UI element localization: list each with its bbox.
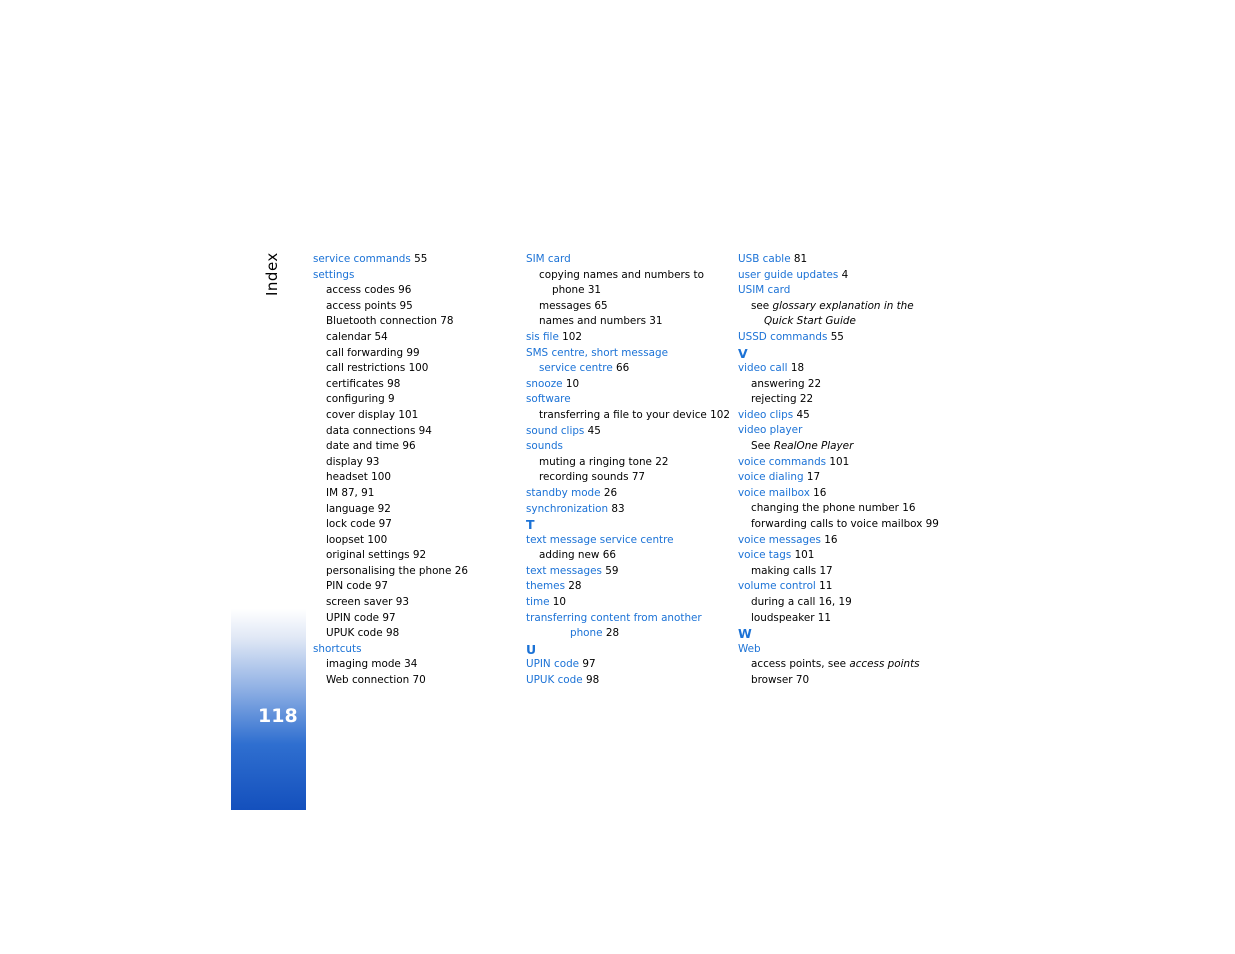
index-entry-page: 11 <box>815 580 833 593</box>
index-entry <box>526 486 736 502</box>
index-entry-link[interactable]: shortcuts <box>313 642 362 655</box>
index-entry <box>526 392 736 408</box>
index-subentry: access codes 96 <box>326 284 412 297</box>
index-subentry: cover display 101 <box>326 408 419 421</box>
index-entry-page: 45 <box>793 408 810 421</box>
index-subentry: names and numbers 31 <box>539 315 663 328</box>
index-entry <box>526 673 736 689</box>
reference-target: Quick Start Guide <box>764 315 856 328</box>
page-number: 118 <box>258 705 298 727</box>
reference-prefix: access points, see <box>751 658 850 671</box>
index-subentry: during a call 16, 19 <box>751 595 852 608</box>
index-letter-heading: V <box>738 345 748 361</box>
index-entry-link[interactable]: video call <box>738 362 788 375</box>
index-entry-page: 26 <box>600 486 618 499</box>
index-entry-page: 17 <box>803 471 821 484</box>
index-subentry: forwarding calls to voice mailbox 99 <box>751 518 939 530</box>
index-subentry: call forwarding 99 <box>326 346 420 359</box>
index-entry <box>313 642 523 658</box>
index-subentry: messages 65 <box>539 299 608 312</box>
index-entry <box>526 595 736 611</box>
index-entry-link[interactable]: voice messages <box>738 533 821 546</box>
index-entry <box>738 455 958 471</box>
index-subentry: date and time 96 <box>326 440 416 453</box>
index-entry-link[interactable]: standby mode <box>526 486 601 499</box>
index-subentry: call restrictions 100 <box>326 362 429 375</box>
index-entry-link[interactable]: text messages <box>526 564 602 577</box>
index-entry <box>738 361 958 377</box>
index-entry <box>738 408 958 424</box>
index-entry <box>526 657 736 673</box>
index-entry <box>526 252 736 268</box>
index-subentry: UPUK code 98 <box>326 627 400 640</box>
index-entry <box>526 330 736 346</box>
index-entry-link[interactable]: SMS centre, short message <box>526 346 668 359</box>
index-subentry: recording sounds 77 <box>539 471 646 484</box>
index-entry-link[interactable]: snooze <box>526 377 563 390</box>
index-subentry-reference <box>738 439 958 455</box>
index-entry-page: 16 <box>820 533 838 546</box>
index-entry-page: 28 <box>602 627 620 640</box>
index-entry-page: 102 <box>558 330 582 343</box>
reference-prefix: see <box>751 299 773 312</box>
index-entry-link[interactable]: time <box>526 595 550 608</box>
index-entry-link[interactable]: video clips <box>738 408 794 421</box>
index-letter-heading: W <box>738 626 752 642</box>
index-subentry: PIN code 97 <box>326 580 388 593</box>
index-entry <box>526 377 736 393</box>
index-subentry: personalising the phone 26 <box>326 564 468 577</box>
index-subentry: browser 70 <box>751 673 810 686</box>
index-entry-page: 59 <box>601 564 619 577</box>
index-letter-heading: U <box>526 641 537 657</box>
index-subentry: making calls 17 <box>751 564 833 577</box>
index-entry-link[interactable]: voice dialing <box>738 471 804 484</box>
index-subentry: muting a ringing tone 22 <box>539 455 669 468</box>
index-entry-page: 18 <box>787 362 805 375</box>
index-subentry: answering 22 <box>751 377 822 390</box>
index-entry-link[interactable]: voice mailbox <box>738 486 810 499</box>
index-entry <box>738 642 958 658</box>
index-entry <box>738 330 958 346</box>
index-subentry: calendar 54 <box>326 330 388 343</box>
index-entry <box>313 252 523 268</box>
index-entry-link[interactable]: service commands <box>313 253 411 265</box>
index-entry-link[interactable]: UPIN code <box>526 658 580 671</box>
index-entry-link[interactable]: USIM card <box>738 284 791 297</box>
index-entry-link[interactable]: service centre <box>539 362 613 375</box>
index-entry-link[interactable]: sound clips <box>526 424 585 437</box>
index-entry-link[interactable]: video player <box>738 424 803 437</box>
index-subentry: copying names and numbers to <box>539 268 704 281</box>
index-subentry-reference <box>738 299 958 315</box>
index-entry-page: 55 <box>410 253 428 265</box>
index-entry-link[interactable]: text message service centre <box>526 533 674 546</box>
index-entry <box>526 502 736 518</box>
index-entry-link[interactable]: volume control <box>738 580 816 593</box>
index-subentry: UPIN code 97 <box>326 611 396 624</box>
index-column-1 <box>313 252 523 689</box>
index-entry <box>738 579 958 595</box>
index-entry <box>738 486 958 502</box>
index-subentry: screen saver 93 <box>326 596 409 609</box>
index-entry-link[interactable]: synchronization <box>526 502 609 515</box>
index-entry-page: 66 <box>612 362 630 375</box>
index-entry-link[interactable]: USB cable <box>738 253 791 265</box>
index-column-3 <box>738 252 958 688</box>
index-entry-link[interactable]: transferring content from another <box>526 611 702 624</box>
index-entry <box>526 439 736 455</box>
index-entry-page: 10 <box>549 595 567 608</box>
index-entry <box>738 252 958 268</box>
index-entry <box>526 611 736 627</box>
index-entry <box>738 423 958 439</box>
index-entry-link[interactable]: voice commands <box>738 455 827 468</box>
index-entry-page: 101 <box>826 455 850 468</box>
index-entry-link[interactable]: Web <box>738 642 761 655</box>
index-entry-page: 98 <box>582 673 600 686</box>
index-subentry: configuring 9 <box>326 393 395 406</box>
index-subentry: certificates 98 <box>326 377 401 390</box>
index-entry <box>526 626 736 642</box>
index-entry-link[interactable]: user guide updates <box>738 268 839 281</box>
index-entry-page: 55 <box>827 330 844 343</box>
index-entry-link[interactable]: UPUK code <box>526 673 583 686</box>
index-entry-link[interactable]: sounds <box>526 440 563 453</box>
index-entry <box>738 470 958 486</box>
index-entry-page: 4 <box>838 268 849 281</box>
reference-target: glossary explanation in the <box>772 299 914 312</box>
index-subentry: IM 87, 91 <box>326 486 375 499</box>
index-subentry: imaging mode 34 <box>326 658 418 671</box>
index-entry <box>526 424 736 440</box>
index-entry <box>526 346 736 362</box>
index-entry-page: 97 <box>579 658 596 671</box>
index-entry-page: 10 <box>562 377 580 390</box>
section-title: Index <box>263 252 281 296</box>
index-entry-page: 81 <box>790 253 808 265</box>
index-entry <box>526 564 736 580</box>
index-subentry-reference <box>738 657 958 673</box>
index-entry <box>738 268 958 284</box>
index-subentry: transferring a file to your device 102 <box>539 408 730 421</box>
index-subentry: rejecting 22 <box>751 393 814 406</box>
index-subentry: headset 100 <box>326 471 391 484</box>
index-subentry: access points 95 <box>326 299 413 312</box>
index-subentry: loopset 100 <box>326 533 388 546</box>
index-subentry: Web connection 70 <box>326 674 426 687</box>
index-entry-page: 28 <box>564 580 582 593</box>
index-entry-link[interactable]: software <box>526 393 571 406</box>
index-entry-link[interactable]: USSD commands <box>738 330 828 343</box>
index-entry-page: 101 <box>791 549 815 562</box>
index-entry <box>738 283 958 299</box>
index-entry <box>738 548 958 564</box>
index-entry-page: 83 <box>608 502 625 515</box>
index-entry-link[interactable]: settings <box>313 268 355 281</box>
index-entry-link[interactable]: SIM card <box>526 253 571 265</box>
index-letter-heading: T <box>526 517 535 533</box>
index-entry <box>526 579 736 595</box>
index-entry-link[interactable]: themes <box>526 580 565 593</box>
index-entry-page: 45 <box>584 424 601 437</box>
index-entry-link[interactable]: voice tags <box>738 549 792 562</box>
index-entry <box>738 533 958 549</box>
index-subentry: language 92 <box>326 502 391 515</box>
index-subentry-reference <box>738 314 958 330</box>
reference-target: access points <box>849 658 920 671</box>
index-entry <box>526 361 736 377</box>
index-entry-link[interactable]: phone <box>570 627 603 640</box>
reference-prefix: See <box>751 440 774 453</box>
index-entry <box>526 533 736 549</box>
index-subentry: changing the phone number 16 <box>751 502 916 515</box>
index-subentry: loudspeaker 11 <box>751 611 832 624</box>
index-column-2 <box>526 252 736 688</box>
index-subentry: original settings 92 <box>326 549 427 562</box>
index-subentry: data connections 94 <box>326 424 432 437</box>
index-entry-link[interactable]: sis file <box>526 330 559 343</box>
index-subentry: phone 31 <box>552 284 602 297</box>
index-subentry: adding new 66 <box>539 549 616 562</box>
index-subentry: display 93 <box>326 455 380 468</box>
index-entry <box>313 268 523 284</box>
index-subentry: Bluetooth connection 78 <box>326 315 454 328</box>
reference-target: RealOne Player <box>773 440 854 453</box>
index-subentry: lock code 97 <box>326 518 392 531</box>
index-entry-page: 16 <box>809 486 827 499</box>
